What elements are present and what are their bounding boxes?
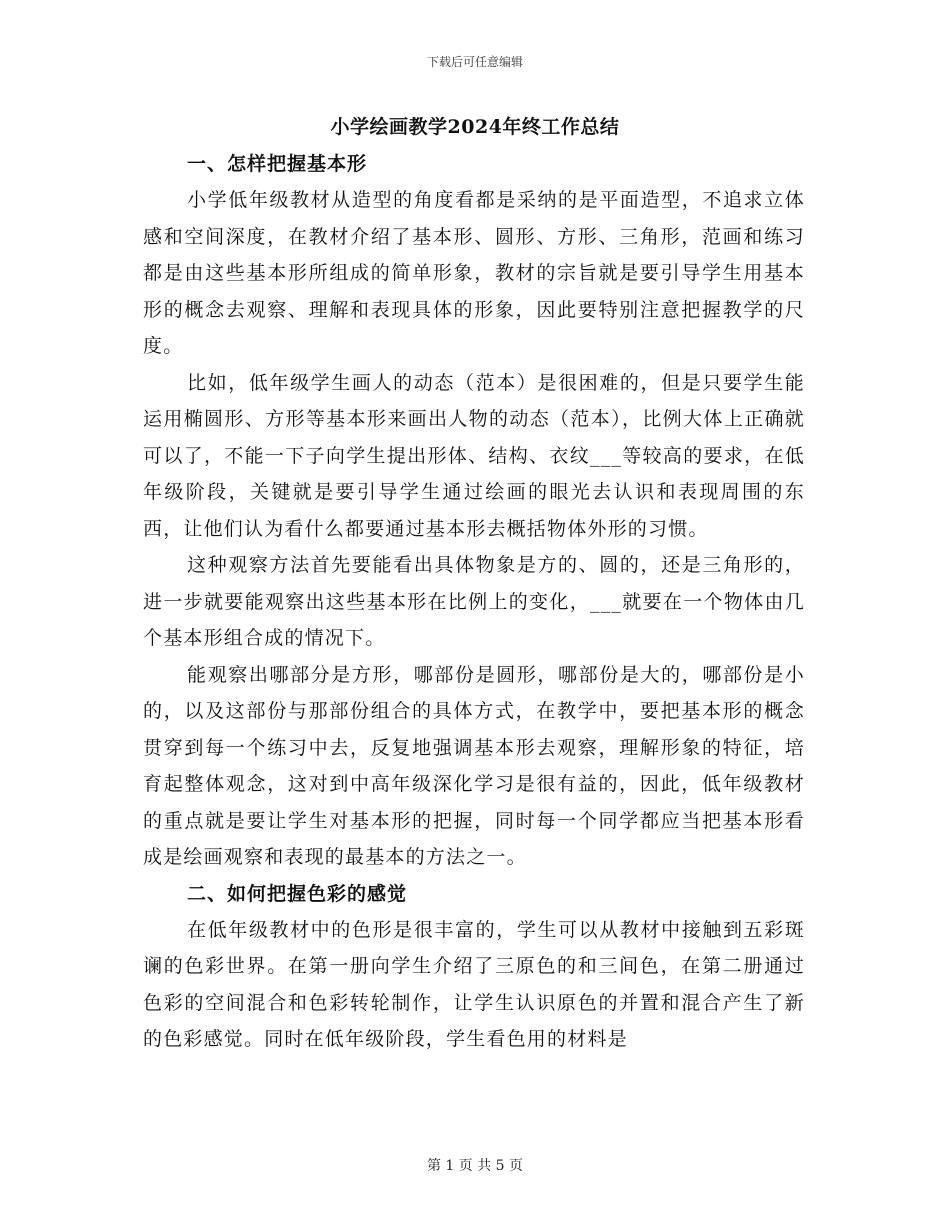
section-heading-color: 二、如何把握色彩的感觉 — [187, 882, 408, 905]
paragraph: 在低年级教材中的色形是很丰富的，学生可以从教材中接触到五彩斑谰的色彩世界。在第一册向学生介绍了三原色的和三间色，在第二册通过色彩的空间混合和色彩转轮制作，让学生认识原色的并置和混合产生了新的色彩感觉。同时在低年级阶段，学生看色用的材料是 — [143, 918, 805, 1050]
paragraph: 小学低年级教材从造型的角度看都是采纳的是平面造型，不追求立体感和空间深度，在教材介绍了基本形、圆形、方形、三角形，范画和练习都是由这些基本形所组成的简单形象，教材的宗旨就是要引导学生用基本形的概念去观察、理解和表现具体的形象，因此要特别注意把握教学的尺度。 — [143, 189, 805, 357]
paragraph: 能观察出哪部分是方形，哪部份是圆形，哪部份是大的，哪部份是小的，以及这部份与那部份组合的具体方式，在教学中，要把基本形的概念贯穿到每一个练习中去，反复地强调基本形去观察，理解形象的特征，培育起整体观念，这对到中高年级深化学习是很有益的，因此，低年级教材的重点就是要让学生对基本形的把握，同时每一个同学都应当把基本形看成是绘画观察和表现的最基本的方法之一。 — [143, 663, 805, 868]
section-heading-basic-shapes: 一、怎样把握基本形 — [187, 153, 368, 175]
paragraph: 这种观察方法首先要能看出具体物象是方的、圆的，还是三角形的，进一步就要能观察出这些基本形在比例上的变化，___就要在一个物体由几个基本形组合成的情况下。 — [143, 554, 805, 649]
document-body — [143, 146, 805, 1058]
page-number: 第 1 页 共 5 页 — [426, 1158, 524, 1174]
page-header-note: 下载后可任意编辑 — [426, 55, 523, 69]
paragraph: 比如，低年级学生画人的动态（范本）是很困难的，但是只要学生能运用椭圆形、方形等基本形来画出人物的动态（范本），比例大体上正确就可以了，不能一下子向学生提出形体、结构、衣纹___等较高的要求，在低年级阶段，关键就是要引导学生通过绘画的眼光去认识和表现周围的东西，让他们认为看什么都要通过基本形去概括物体外形的习惯。 — [143, 371, 805, 540]
document-title: 小学绘画教学2024年终工作总结 — [330, 116, 620, 138]
